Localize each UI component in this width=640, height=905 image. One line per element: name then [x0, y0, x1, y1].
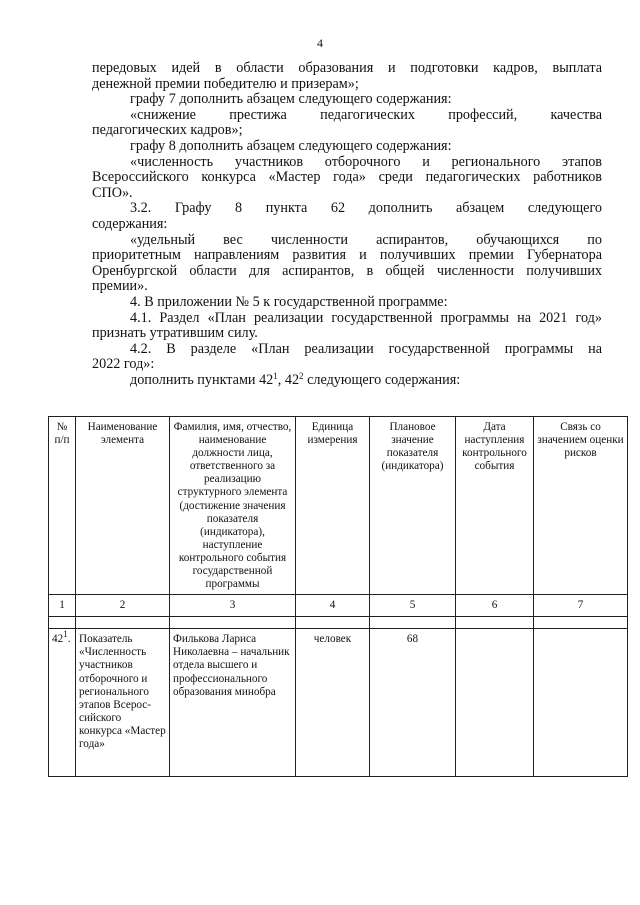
paragraph-line: премии». — [92, 278, 148, 295]
paragraph-line: Оренбургской области для аспирантов, в общей численности получивших — [92, 262, 602, 279]
page-number: 4 — [317, 36, 323, 50]
row-number — [49, 629, 76, 777]
element-name-cell: Показатель «Численность участников отборочного и регионального этапов Всерос-сийского конкурса «Мастер года» — [76, 629, 170, 777]
paragraph-line: 2022 год»: — [92, 356, 155, 373]
column-number: 1 — [49, 595, 76, 617]
paragraph-line: графу 7 дополнить абзацем следующего содержания: — [130, 91, 452, 108]
column-number-row — [49, 595, 628, 617]
paragraph-line: СПО». — [92, 184, 133, 201]
paragraph-line: 4.2. В разделе «План реализации государственной программы на — [130, 340, 602, 357]
text-fragment: дополнить пунктами 42 — [130, 371, 274, 388]
risk-link-cell — [534, 629, 628, 777]
superscript: 1 — [273, 370, 278, 381]
responsible-person-cell: Филькова Лариса Николаевна – начальник отдела высшего и профессионального образования минобра — [170, 629, 296, 777]
paragraph-line: «снижение престижа педагогических профессий, качества — [130, 106, 602, 123]
paragraph-line: графу 8 дополнить абзацем следующего содержания: — [130, 137, 452, 154]
header-cell: № п/п — [49, 417, 76, 595]
paragraph-line: денежной премии победителю и призерам»; — [92, 75, 359, 92]
paragraph-line: 4.1. Раздел «План реализации государственной программы на 2021 год» — [130, 309, 602, 326]
paragraph-line: содержания: — [92, 215, 168, 232]
column-number: 7 — [534, 595, 628, 617]
paragraph-line: Всероссийского конкурса «Мастер года» среди педагогических работников — [92, 169, 602, 186]
header-cell: Единица измерения — [296, 417, 370, 595]
table-separator — [49, 617, 628, 629]
planned-value-cell: 68 — [370, 629, 456, 777]
paragraph-line: признать утратившим силу. — [92, 325, 258, 342]
table-header-row — [49, 417, 628, 595]
unit-cell: человек — [296, 629, 370, 777]
header-cell: Плановое значение показателя (индикатора) — [370, 417, 456, 595]
document-body — [92, 61, 602, 388]
paragraph-line: приоритетным направлениям развития и получивших премии Губернатора — [92, 247, 602, 264]
row-number-value: 42 — [52, 633, 64, 646]
paragraph-line: передовых идей в области образования и подготовки кадров, выплата — [92, 60, 602, 76]
event-date-cell — [456, 629, 534, 777]
text-fragment: , 42 — [277, 371, 300, 388]
header-cell: Связь со значением оценки рисков — [534, 417, 628, 595]
column-number: 5 — [370, 595, 456, 617]
column-number: 2 — [76, 595, 170, 617]
paragraph-line-with-superscript — [92, 370, 602, 389]
paragraph-line: 3.2. Графу 8 пункта 62 дополнить абзацем следующего — [130, 200, 602, 217]
column-number: 6 — [456, 595, 534, 617]
paragraph-line: 4. В приложении № 5 к государственной программе: — [130, 293, 448, 310]
header-cell: Наименование элемента — [76, 417, 170, 595]
plan-table — [48, 416, 628, 777]
superscript: 1 — [63, 629, 68, 640]
paragraph-line: «удельный вес численности аспирантов, обучающихся по — [130, 231, 602, 248]
header-cell: Дата наступления контрольного события — [456, 417, 534, 595]
header-cell: Фамилия, имя, отчество, наименование должности лица, ответственного за реализацию структурного элемента (достижение значения показателя (индикатора), наступление контрольного события государственной программы — [170, 417, 296, 595]
superscript: 2 — [299, 370, 304, 381]
column-number: 4 — [296, 595, 370, 617]
text-fragment: следующего содержания: — [303, 371, 461, 388]
column-number: 3 — [170, 595, 296, 617]
table-row — [49, 629, 628, 777]
paragraph-line: «численность участников отборочного и регионального этапов — [130, 153, 602, 170]
row-number-suffix: . — [67, 633, 71, 646]
paragraph-line: педагогических кадров»; — [92, 122, 243, 139]
